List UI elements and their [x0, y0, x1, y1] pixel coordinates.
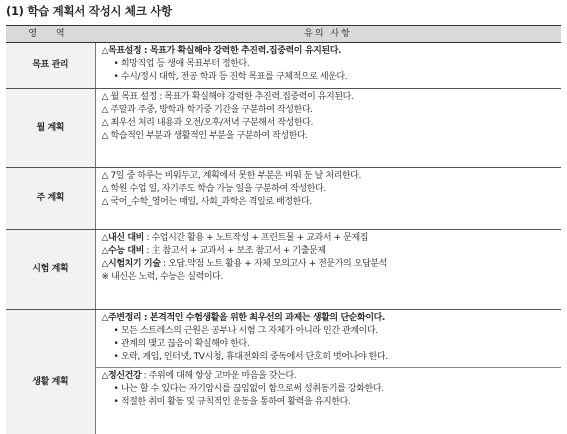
note-line-text: ※ 내신은 노력, 수능은 실력이다.: [101, 272, 223, 282]
note-line: [102, 170, 556, 183]
notes-cell: [95, 230, 561, 310]
note-line-text: • 모든 스트레스의 근원은 공부나 시험 그 자체가 아니라 인간 관계이다.: [113, 326, 378, 336]
document-title: (1) 학습 계획서 작성시 체크 사항: [6, 4, 172, 18]
header-area: 영 역: [6, 26, 95, 43]
note-line-text: △ 주말과 주중, 방학과 학기중 기간을 구분하여 작성한다.: [101, 105, 313, 115]
notes-cell: [95, 310, 561, 434]
note-line: [102, 312, 556, 325]
note-line-text: : 오답.약점 노트 활용 + 자체 모의고사 + 전문가의 오답분석: [160, 259, 387, 269]
note-line: [102, 104, 556, 117]
note-line: [102, 258, 556, 271]
header-notes: 유의 사항: [95, 26, 561, 43]
area-cell: 목표 관리: [6, 43, 95, 89]
notes-cell: [95, 43, 561, 89]
note-line: [102, 338, 556, 351]
table-header-row: [6, 26, 561, 43]
note-line-bold: △목표설정 : 목표가 확실해야 강력한 추진력.집중력이 유지된다.: [101, 46, 342, 56]
note-line: [102, 71, 556, 84]
area-cell: 주 계획: [6, 168, 95, 230]
note-line-text: • 적절한 취미 활동 및 규칙적인 운동을 통하여 활력을 유지한다.: [113, 397, 351, 407]
area-cell: 생활 계획: [6, 310, 95, 434]
note-line: [102, 370, 556, 383]
section-divider: [96, 367, 562, 368]
note-line: [102, 351, 556, 364]
note-line: [102, 271, 556, 284]
note-line-bold: △정신건강: [101, 371, 142, 381]
note-line: [102, 196, 556, 209]
note-line-text: △ 국어_수학_영어는 매일, 사회_과학은 격일로 배정한다.: [101, 197, 312, 207]
note-line: [102, 245, 556, 258]
note-line: [102, 383, 556, 396]
note-line-bold: △시험치기 기술: [101, 259, 161, 269]
note-line-text: : 수업시간 활용 + 노트작성 + 프린트물 + 교과서 + 문제집: [143, 233, 369, 243]
note-line-text: • 희망직업 등 생애 목표부터 정한다.: [113, 59, 250, 69]
note-line-bold: △주변정리 : 본격적인 수험생활을 위한 최우선의 과제는 생활의 단순화이다.: [101, 313, 385, 323]
note-line: [102, 91, 556, 104]
note-line-text: • 수시/정시 대학, 전공 학과 등 진학 목표를 구체적으로 세운다.: [113, 72, 348, 82]
note-line: [102, 396, 556, 409]
note-line-text: △ 학습적인 부분과 생활적인 부분을 구분하여 작성한다.: [101, 131, 308, 141]
note-line: [102, 45, 556, 58]
table-row: [6, 230, 561, 310]
note-line-text: : 주위에 대해 항상 고마운 마음을 갖는다.: [141, 371, 297, 381]
note-line-text: △ 최우선 처리 내용과 오전/오후/저녁 구분해서 작성한다.: [101, 118, 313, 128]
notes-cell: [95, 168, 561, 230]
notes-cell: [95, 89, 561, 168]
area-cell: 시험 계획: [6, 230, 95, 310]
note-line-text: △ 학원 수업 일, 자기주도 학습 가능 일을 구분하여 작성한다.: [101, 184, 326, 194]
table-row: [6, 310, 561, 434]
note-line: [102, 183, 556, 196]
table-row: [6, 43, 561, 89]
note-line-text: • 오락, 게임, 인터넷, TV시청, 휴대전화의 중독에서 단호히 벗어나야 한다.: [113, 352, 388, 362]
note-line-text: △ 7일 중 하루는 비워두고, 계획에서 못한 부분은 비워 둔 날 처리한다.: [101, 171, 361, 181]
note-line: [102, 130, 556, 143]
table-row: [6, 168, 561, 230]
area-cell: 월 계획: [6, 89, 95, 168]
note-line: [102, 117, 556, 130]
note-line: [102, 58, 556, 71]
note-line: [102, 232, 556, 245]
note-line-bold: △수능 대비: [101, 246, 144, 256]
table-row: [6, 89, 561, 168]
note-line-text: : 主 참고서 + 교과서 + 보조 참고서 + 기출문제: [143, 246, 326, 256]
note-line-text: △ 월 목표 설정 : 목표가 확실해야 강력한 추진력.집중력이 유지된다.: [101, 92, 354, 102]
note-line-text: • 나는 할 수 있다는 자기암시를 끊임없이 함으로써 성취동기를 강화한다.: [113, 384, 384, 394]
note-line-text: • 관계의 맺고 끊음이 확실해야 한다.: [113, 339, 250, 349]
note-line-bold: △내신 대비: [101, 233, 144, 243]
checklist-table: [6, 25, 561, 434]
note-line: [102, 325, 556, 338]
